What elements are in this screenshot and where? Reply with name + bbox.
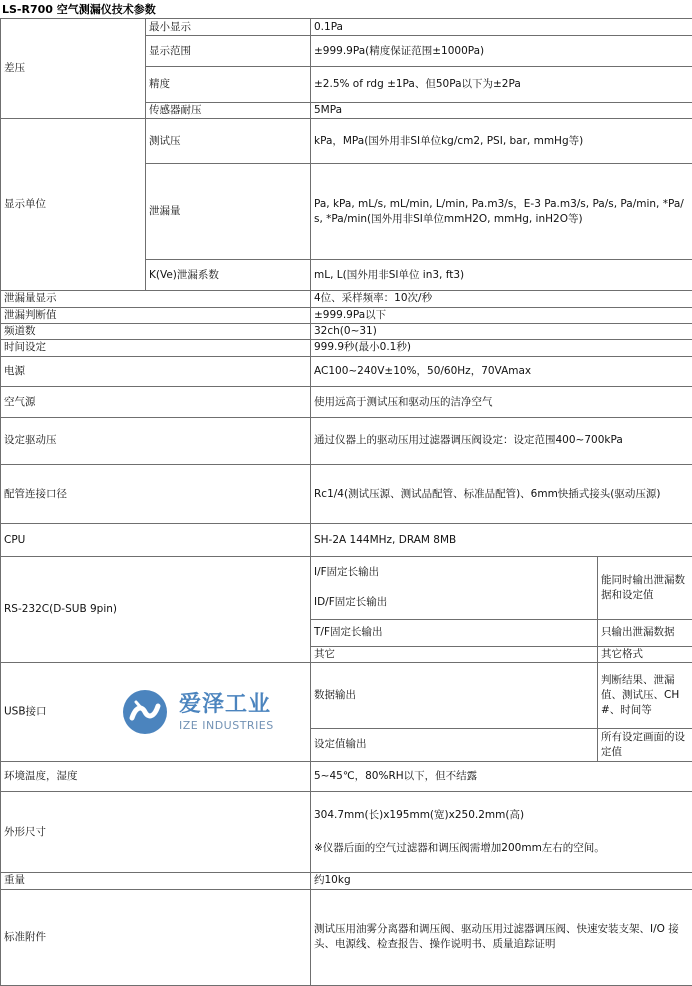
value-tf-only: 只输出泄漏数据 <box>598 619 692 647</box>
value-power: AC100~240V±10%，50/60Hz，70VAmax <box>311 356 692 387</box>
table-row <box>1 663 692 728</box>
value-channels: 32ch(0~31) <box>311 323 692 339</box>
row-label-air-source: 空气源 <box>1 387 311 418</box>
sub-label-tf-fixed: T/F固定长输出 <box>311 619 598 647</box>
value-time-setting: 999.9秒(最小0.1秒) <box>311 340 692 356</box>
watermark-logo <box>121 688 274 736</box>
row-label-drive-pressure: 设定驱动压 <box>1 417 311 464</box>
value-simul-output: 能同时输出泄漏数据和设定值 <box>598 557 692 619</box>
row-label-diff-pressure: 差压 <box>1 19 146 119</box>
table-row <box>1 557 692 619</box>
sub-label-sensor-pressure: 传感器耐压 <box>146 102 311 118</box>
dimensions-cell <box>311 792 692 873</box>
table-row <box>1 417 692 464</box>
value-data-output-desc: 判断结果、泄漏值、测试压、CH#、时间等 <box>598 663 692 728</box>
row-label-weight: 重量 <box>1 873 311 889</box>
sub-label-setting-output: 设定值输出 <box>311 728 598 761</box>
table-row <box>1 761 692 792</box>
table-row <box>1 19 692 36</box>
value-drive-pressure: 通过仪器上的驱动压用过滤器调压阀设定：设定范围400~700kPa <box>311 417 692 464</box>
table-row <box>1 307 692 323</box>
value-cpu: SH-2A 144MHz, DRAM 8MB <box>311 524 692 557</box>
row-label-leak-display: 泄漏量显示 <box>1 291 311 307</box>
table-row <box>1 387 692 418</box>
row-label-usb: USB接口 <box>4 705 47 718</box>
row-label-display-unit: 显示单位 <box>1 119 146 291</box>
table-row <box>1 291 692 307</box>
value-leak-display: 4位、采样频率：10次/秒 <box>311 291 692 307</box>
sub-label-min-display: 最小显示 <box>146 19 311 36</box>
page-title: LS-R700 空气测漏仪技术参数 <box>2 3 156 16</box>
value-weight: 约10kg <box>311 873 692 889</box>
table-row <box>1 323 692 339</box>
rs232-if-idf-cell <box>311 557 598 619</box>
usb-cell <box>1 663 311 761</box>
table-row <box>1 119 692 164</box>
sub-label-k-coef: K(Ve)泄漏系数 <box>146 260 311 291</box>
value-dimensions-note: ※仪器后面的空气过滤器和调压阀需增加200mm左右的空间。 <box>314 842 605 855</box>
table-row <box>1 889 692 985</box>
value-setting-output-desc: 所有设定画面的设定值 <box>598 728 692 761</box>
table-row <box>1 524 692 557</box>
value-other-format: 其它格式 <box>598 647 692 663</box>
row-label-piping: 配管连接口径 <box>1 465 311 524</box>
value-sensor-pressure: 5MPa <box>311 102 692 118</box>
row-label-env: 环境温度，湿度 <box>1 761 311 792</box>
value-display-range: ±999.9Pa(精度保证范围±1000Pa) <box>311 36 692 67</box>
table-row <box>1 792 692 873</box>
value-leak-judge: ±999.9Pa以下 <box>311 307 692 323</box>
row-label-time-setting: 时间设定 <box>1 340 311 356</box>
sub-label-if-fixed: I/F固定长输出 <box>314 566 380 579</box>
row-label-power: 电源 <box>1 356 311 387</box>
table-row <box>1 873 692 889</box>
table-row <box>1 340 692 356</box>
value-leak-amount: Pa, kPa, mL/s, mL/min, L/min, Pa.m3/s，E-3 Pa.m3/s, Pa/s, Pa/min, *Pa/s, *Pa/min(国外用非SI单位mmH2O, mmHg, inH2O等) <box>311 164 692 260</box>
watermark-cn: 爱泽工业 <box>179 691 272 717</box>
row-label-accessories: 标准附件 <box>1 889 311 985</box>
row-label-dimensions: 外形尺寸 <box>1 792 311 873</box>
value-k-coef: mL, L(国外用非SI单位 in3, ft3) <box>311 260 692 291</box>
ize-logo-icon <box>121 688 169 736</box>
value-dimensions: 304.7mm(长)x195mm(宽)x250.2mm(高) <box>314 809 525 822</box>
value-piping: Rc1/4(测试压源、测试品配管、标准品配管)、6mm快插式接头(驱动压源) <box>311 465 692 524</box>
table-row <box>1 356 692 387</box>
value-env: 5~45℃，80%RH以下，但不结露 <box>311 761 692 792</box>
value-accessories: 测试压用油雾分离器和调压阀、驱动压用过滤器调压阀、快速安装支架、I/O 接头、电源线、检查报告、操作说明书、质量追踪证明 <box>311 889 692 985</box>
spec-table <box>0 18 692 986</box>
sub-label-leak-amount: 泄漏量 <box>146 164 311 260</box>
sub-label-data-output: 数据输出 <box>311 663 598 728</box>
sub-label-accuracy: 精度 <box>146 67 311 103</box>
sub-label-display-range: 显示范围 <box>146 36 311 67</box>
table-row <box>1 465 692 524</box>
row-label-channels: 频道数 <box>1 323 311 339</box>
value-air-source: 使用远高于测试压和驱动压的洁净空气 <box>311 387 692 418</box>
row-label-leak-judge: 泄漏判断值 <box>1 307 311 323</box>
value-min-display: 0.1Pa <box>311 19 692 36</box>
value-test-pressure: kPa，MPa(国外用非SI单位kg/cm2, PSI, bar, mmHg等) <box>311 119 692 164</box>
row-label-rs232: RS-232C(D-SUB 9pin) <box>1 557 311 663</box>
sub-label-other: 其它 <box>311 647 598 663</box>
value-accuracy: ±2.5% of rdg ±1Pa、但50Pa以下为±2Pa <box>311 67 692 103</box>
sub-label-idf-fixed: ID/F固定长输出 <box>314 596 388 609</box>
watermark-en: IZE INDUSTRIES <box>179 718 274 732</box>
sub-label-test-pressure: 测试压 <box>146 119 311 164</box>
row-label-cpu: CPU <box>1 524 311 557</box>
